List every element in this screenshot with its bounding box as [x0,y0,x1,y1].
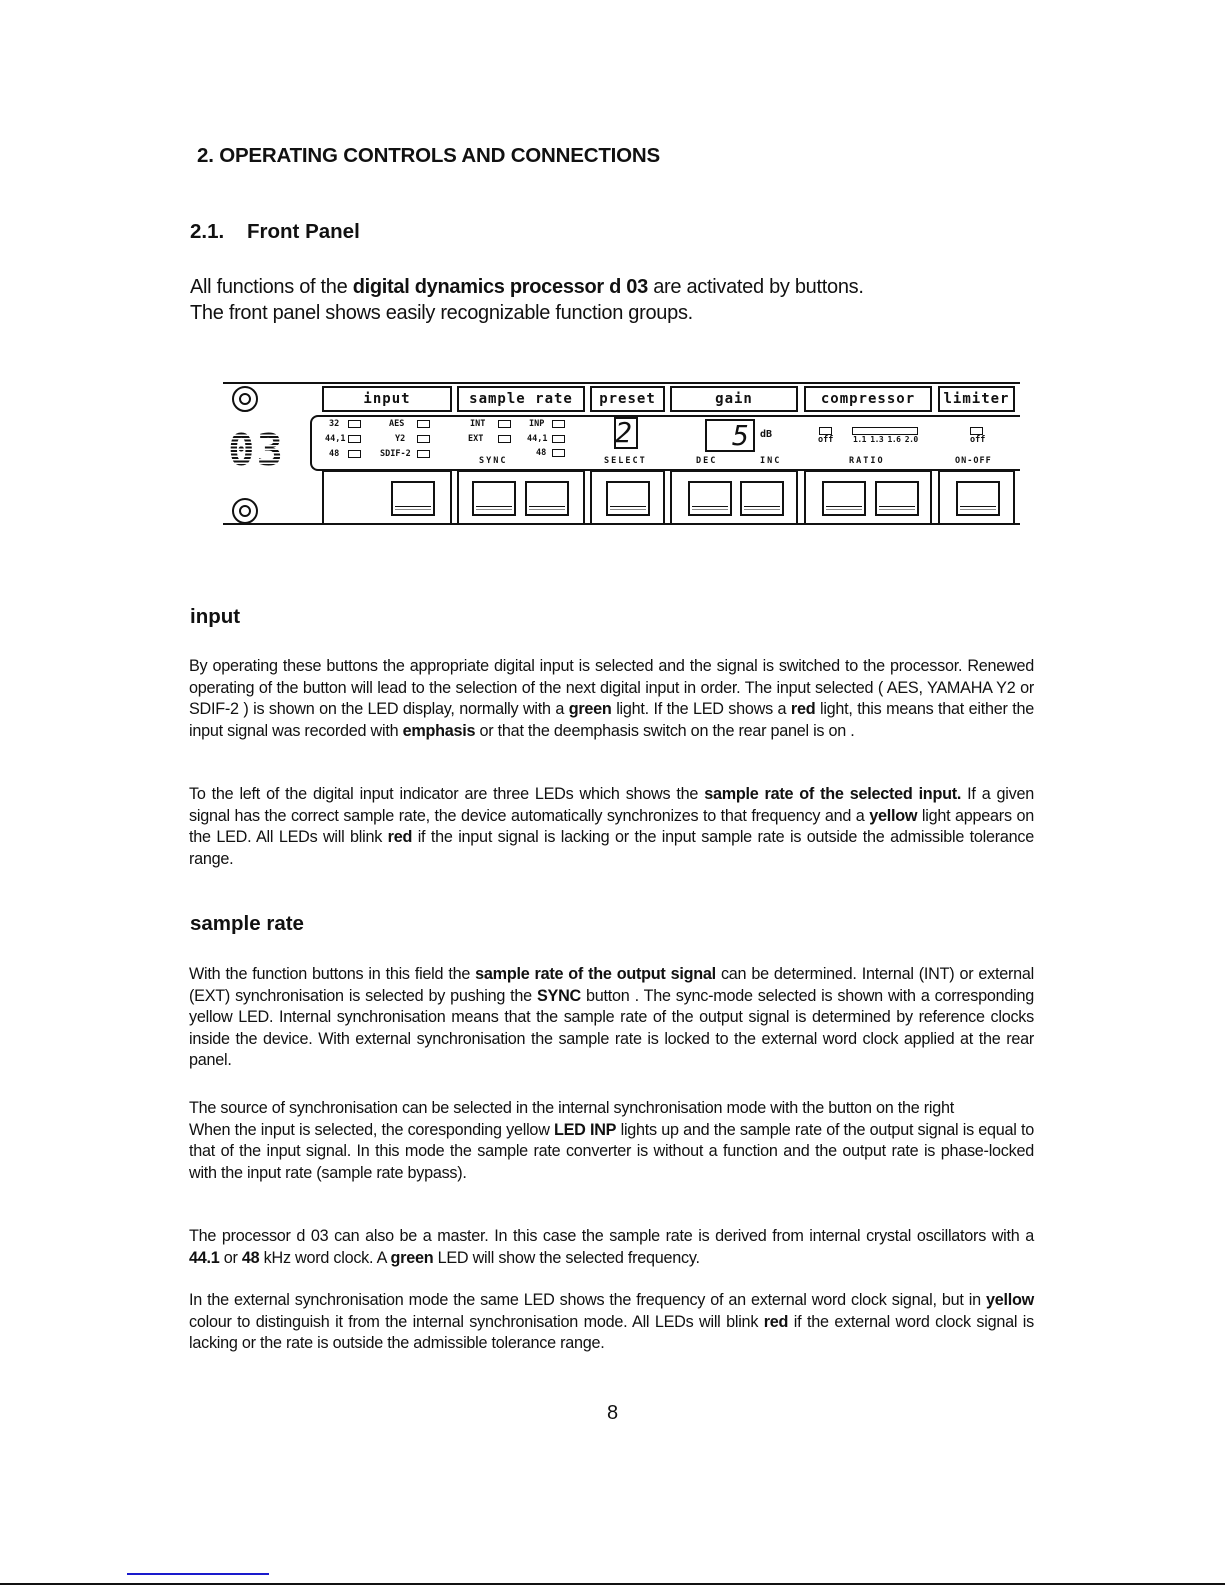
link-underline[interactable] [127,1573,269,1575]
led-indicator-int [498,420,511,428]
bold-text: 48 [241,1248,260,1267]
off-label: off [818,435,834,445]
preset-display: 2 [614,417,638,449]
led-label: 44,1 [325,434,346,444]
bold-text: sample rate of the selected input. [704,785,962,803]
led-indicator-sdif2 [417,450,430,458]
gain-unit: dB [760,429,773,440]
input-paragraph-1 [189,656,1034,742]
off-label: off [970,435,986,445]
rack-screw-icon [232,386,258,412]
sample-rate-section-title: sample rate [190,912,304,935]
gain-display: 5 [705,419,755,452]
text: lights up and the sample rate of the output signal is equal to that of the input signal. In this mode the sample rate converter is without a function and the output rate is phase-locked with the input rate (sample rate bypass). [189,1120,1035,1182]
on-off-label: ON-OFF [955,456,992,466]
sample-rate-source-button[interactable] [525,481,569,516]
ratio-label: RATIO [849,456,885,466]
bold-text: emphasis [402,721,476,740]
sample-rate-paragraph-4 [189,1290,1034,1355]
led-label: 32 [329,419,340,429]
led-label: Y2 [395,434,406,444]
group-title-limiter: limiter [938,386,1015,412]
bold-text: red [763,1312,789,1331]
compressor-ratio-button[interactable] [875,481,919,516]
bold-text: LED INP [554,1120,617,1139]
text: In the external synchronisation mode the same LED shows the frequency of an external word clock signal, but in [189,1291,987,1309]
text: To the left of the digital input indicator are three LEDs which shows the [189,785,705,803]
inc-label: INC [760,456,782,466]
page-number: 8 [606,1402,619,1424]
bold-text: red [387,828,413,846]
bold-text: yellow [986,1291,1034,1309]
text: LED will show the selected frequency. [433,1248,700,1267]
text: if the external word clock signal is lacking or the rate is outside the admissible tolerance range. [189,1312,1034,1352]
bold-text: yellow [869,806,918,825]
panel-top-rail [223,382,1020,384]
input-section-title: input [190,605,241,628]
group-title-sample-rate: sample rate [457,386,585,412]
text: When the input is selected, the coresponding yellow [189,1120,554,1139]
led-indicator-48 [552,449,565,457]
led-indicator-limiter-off [970,427,983,435]
gain-dec-button[interactable] [688,481,732,516]
gain-inc-button[interactable] [740,481,784,516]
text: or [219,1248,242,1267]
device-logo: 03 [228,425,285,476]
dec-label: DEC [696,456,718,466]
text: colour to distinguish it from the internal synchronisation mode. All LEDs will blink [189,1312,764,1331]
led-indicator-compressor-off [819,427,832,435]
bold-text: green [568,700,612,718]
led-indicator-48 [348,450,361,458]
led-label: EXT [468,434,484,444]
led-label: 48 [329,449,340,459]
bold-text: red [790,700,816,718]
bold-text: SYNC [536,986,581,1005]
led-indicator-44-1 [552,435,565,443]
intro-paragraph [190,274,864,326]
led-label: SDIF-2 [380,449,411,459]
led-indicator-inp [552,420,565,428]
section-number: 2.1. [190,220,225,243]
section-heading [190,220,360,244]
chapter-heading: 2. OPERATING CONTROLS AND CONNECTIONS [197,144,660,167]
text: button . The sync-mode selected is shown with a corresponding yellow LED. Internal synchronisation means that the sample rate of the output signal is determined by reference clocks inside the device. With external synchronisation the sample rate is locked to the external word clock applied at the rear panel. [189,986,1034,1069]
input-paragraph-2 [189,784,1034,870]
led-label: INP [529,419,545,429]
led-indicator-aes [417,420,430,428]
group-title-preset: preset [590,386,665,412]
sync-label: SYNC [479,456,508,466]
text: With the function buttons in this field the [189,965,476,983]
sample-rate-paragraph-2 [189,1098,1034,1184]
group-title-input: input [322,386,452,412]
text: light appears on the LED. All LEDs will blink [189,806,1034,846]
text: kHz word clock. A [259,1248,391,1267]
led-label: 44,1 [527,434,548,444]
text: The processor d 03 can also be a master. In this case the sample rate is derived from internal crystal oscillators with a [189,1227,1034,1245]
text: or that the deemphasis switch on the rear panel is on . [475,721,855,740]
ratio-scale: 1.1 1.3 1.6 2.0 [853,435,918,444]
text: if the input signal is lacking or the input sample rate is outside the admissible tolerance range. [189,828,1034,868]
rack-screw-icon [232,498,258,524]
intro-text: All functions of the [190,276,353,298]
sample-rate-paragraph-3 [189,1226,1034,1269]
led-indicator-32 [348,420,361,428]
text: light, this means that either the input signal was recorded with [189,700,1034,740]
sample-rate-paragraph-1 [189,964,1034,1072]
group-title-gain: gain [670,386,798,412]
bold-text: sample rate of the output signal [475,965,716,983]
ratio-led-bar [852,427,918,435]
group-title-compressor: compressor [804,386,932,412]
bold-text: green [390,1248,434,1267]
limiter-on-off-button[interactable] [956,481,1000,516]
led-label: AES [389,419,405,429]
led-indicator-y2 [417,435,430,443]
led-label: 48 [536,448,547,458]
text: The source of synchronisation can be selected in the internal synchronisation mode with the button on the right [189,1099,955,1117]
led-indicator-44-1 [348,435,361,443]
compressor-off-button[interactable] [822,481,866,516]
text: light. If the LED shows a [611,700,791,718]
front-panel-diagram [215,375,1020,535]
input-select-button[interactable] [391,481,435,516]
intro-text: are activated by buttons. [647,276,864,298]
text: can be determined. Internal (INT) or external (EXT) synchronisation is selected by pushing the [189,965,1035,1005]
section-title: Front Panel [247,220,360,243]
intro-line-2: The front panel shows easily recognizable function groups. [190,302,693,324]
led-indicator-ext [498,435,511,443]
bold-text: 44.1 [189,1248,220,1267]
led-label: INT [470,419,486,429]
preset-select-button[interactable] [606,481,650,516]
select-label: SELECT [604,456,647,466]
intro-bold: digital dynamics processor d 03 [352,276,648,298]
text: If a given signal has the correct sample rate, the device automatically synchronizes to that frequency and a [189,785,1034,825]
text: By operating these buttons the appropriate digital input is selected and the signal is switched to the processor. Renewed operating of the button will lead to the selection of the next digital input in order. The input selected ( AES, YAMAHA Y2 or SDIF-2 ) is shown on the LED display, normally with a [189,657,1034,718]
sync-button[interactable] [472,481,516,516]
